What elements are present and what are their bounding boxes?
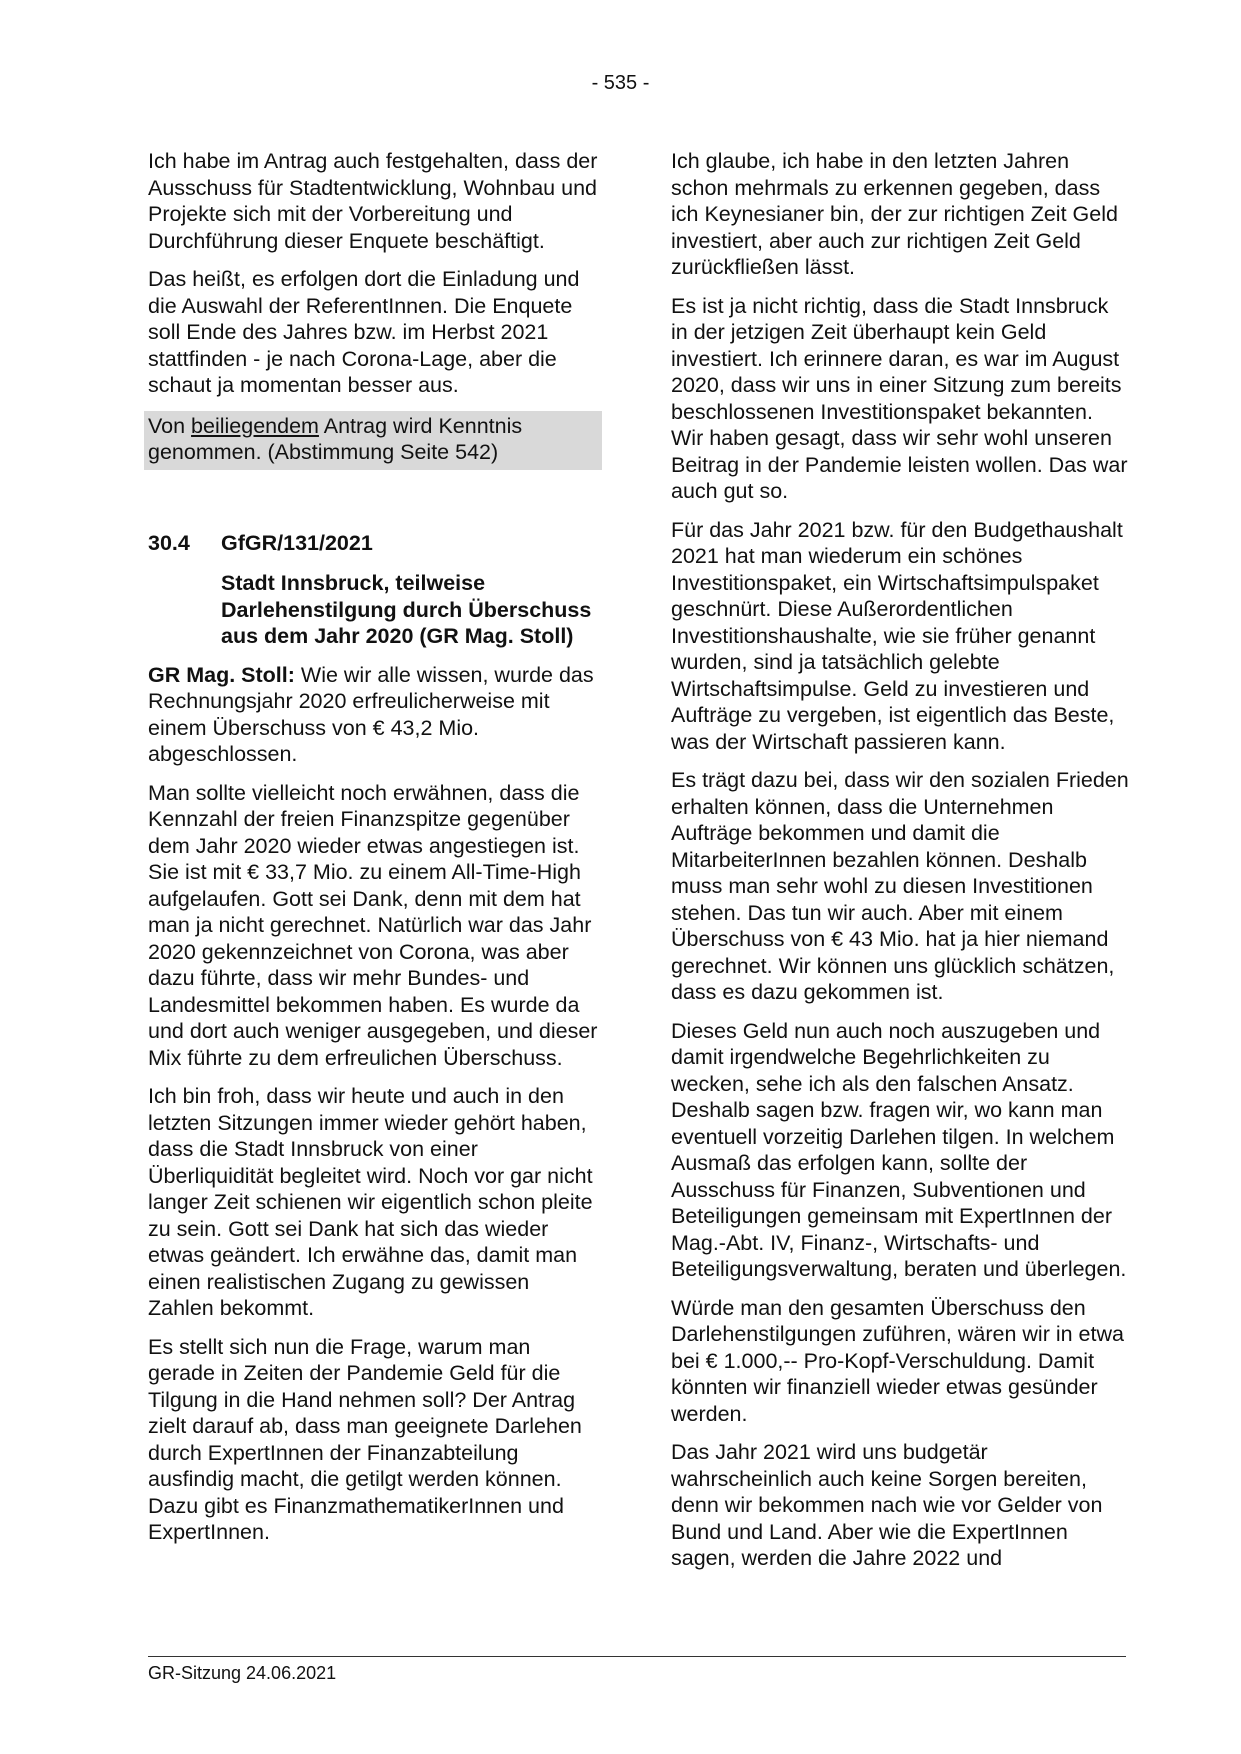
paragraph: Es trägt dazu bei, dass wir den sozialen Frieden erhalten können, dass die Unternehmen Aufträge bekommen und damit die MitarbeiterInnen bezahlen können. Deshalb muss man sehr wohl zu diesen Investitionen stehen. Das tun wir auch. Aber mit einem Überschuss von € 43 Mio. hat ja hier niemand gerechnet. Wir können uns glücklich schätzen, dass es dazu gekommen ist. [671,768,1129,1004]
right-column [671,148,1131,1584]
footer-text: GR-Sitzung 24.06.2021 [148,1663,337,1683]
agenda-item-heading [148,530,598,557]
paragraph: Das Jahr 2021 wird uns budgetär wahrscheinlich auch keine Sorgen bereiten, denn wir bekommen nach wie vor Gelder von Bund und Land. Aber wie die ExpertInnen sagen, werden die Jahre 2022 und [671,1440,1103,1570]
footer-divider [148,1656,1126,1657]
resolution-note [144,411,602,470]
paragraph: Dieses Geld nun auch noch auszugeben und damit irgendwelche Begehrlichkeiten zu wecken, sehe ich als den falschen Ansatz. Deshalb sagen bzw. fragen wir, wo kann man eventuell vorzeitig Darlehen tilgen. In welchem Ausmaß das erfolgen kann, sollte der Ausschuss für Finanzen, Subventionen und Beteiligungen gemeinsam mit ExpertInnen der Mag.-Abt. IV, Finanz-, Wirtschafts- und Beteiligungsverwaltung, beraten und überlegen. [671,1018,1127,1281]
paragraph: Es stellt sich nun die Frage, warum man gerade in Zeiten der Pandemie Geld für die Tilgung in die Hand nehmen soll? Der Antrag zielt darauf ab, dass man geeignete Darlehen durch ExpertInnen der Finanzabteilung ausfindig macht, die getilgt werden können. Dazu gibt es FinanzmathematikerInnen und ExpertInnen. [148,1334,582,1544]
speech-text: Wie wir alle wissen, wurde das Rechnungsjahr 2020 erfreulicherweise mit einem Überschuss von € 43,2 Mio. abgeschlossen. [148,662,594,766]
speech-paragraph [148,662,598,768]
paragraph: Für das Jahr 2021 bzw. für den Budgethaushalt 2021 hat man wiederum ein schönes Investitionspaket, ein Wirtschaftsimpulspaket geschnürt. Diese Außerordentlichen Investitionshaushalte, wie sie früher genannt wurden, sind ja tatsächlich gelebte Wirtschaftsimpulse. Geld zu investieren und Aufträge zu vergeben, ist eigentlich das Beste, was der Wirtschaft passieren kann. [671,517,1123,754]
note-prefix: Von [148,413,192,438]
paragraph: Es ist ja nicht richtig, dass die Stadt Innsbruck in der jetzigen Zeit überhaupt kein Geld investiert. Ich erinnere daran, es war im August 2020, dass wir uns in einer Sitzung zum bereits beschlossenen Investitionspaket bekannten. Wir haben gesagt, dass wir sehr wohl unseren Beitrag in der Pandemie leisten wollen. Das war auch gut so. [671,293,1128,503]
agenda-item-title: Stadt Innsbruck, teilweise Darlehenstilgung durch Überschuss aus dem Jahr 2020 (GR Mag. Stoll) [221,571,592,648]
left-column [148,148,598,1558]
paragraph: Würde man den gesamten Überschuss den Darlehenstilgungen zuführen, wären wir in etwa bei € 1.000,-- Pro-Kopf-Verschuldung. Damit könnten wir finanziell wieder etwas gesünder werden. [671,1295,1124,1426]
paragraph: Man sollte vielleicht noch erwähnen, dass die Kennzahl der freien Finanzspitze gegenüber dem Jahr 2020 wieder etwas angestiegen ist. Sie ist mit € 33,7 Mio. zu einem All-Time-High aufgelaufen. Gott sei Dank, denn mit dem hat man ja nicht gerechnet. Natürlich war das Jahr 2020 gekennzeichnet von Corona, was aber dazu führte, dass wir mehr Bundes- und Landesmittel bekommen haben. Es wurde da und dort auch weniger ausgegeben, und dieser Mix führte zu dem erfreulichen Überschuss. [148,780,598,1070]
paragraph: Ich habe im Antrag auch festgehalten, dass der Ausschuss für Stadtentwicklung, Wohnbau und Projekte sich mit der Vorbereitung und Durchführung dieser Enquete beschäftigt. [148,149,598,253]
paragraph: Ich glaube, ich habe in den letzten Jahren schon mehrmals zu erkennen gegeben, dass ich Keynesianer bin, der zur richtigen Zeit Geld investiert, aber auch zur richtigen Zeit Geld zurückfließen lässt. [671,149,1118,279]
note-suffix: Antrag wird Kenntnis genommen. (Abstimmung Seite 542) [148,413,523,464]
paragraph: Das heißt, es erfolgen dort die Einladung und die Auswahl der ReferentInnen. Die Enquete soll Ende des Jahres bzw. im Herbst 2021 stattfinden - je nach Corona-Lage, aber die schaut ja momentan besser aus. [148,267,580,397]
agenda-item-number: 30.4 [148,530,190,555]
paragraph: Ich bin froh, dass wir heute und auch in den letzten Sitzungen immer wieder gehört haben, dass die Stadt Innsbruck von einer Überliquidität begleitet wird. Noch vor gar nicht langer Zeit schienen wir eigentlich schon pleite zu sein. Gott sei Dank hat sich das wieder etwas geändert. Ich erwähne das, damit man einen realistischen Zugang zu gewissen Zahlen bekommt. [148,1084,593,1320]
agenda-item-code: GfGR/131/2021 [221,530,373,555]
attachment-link[interactable]: beiliegendem [191,413,319,438]
speaker-name: GR Mag. Stoll: [148,662,295,687]
page-number: - 535 - [591,72,650,94]
